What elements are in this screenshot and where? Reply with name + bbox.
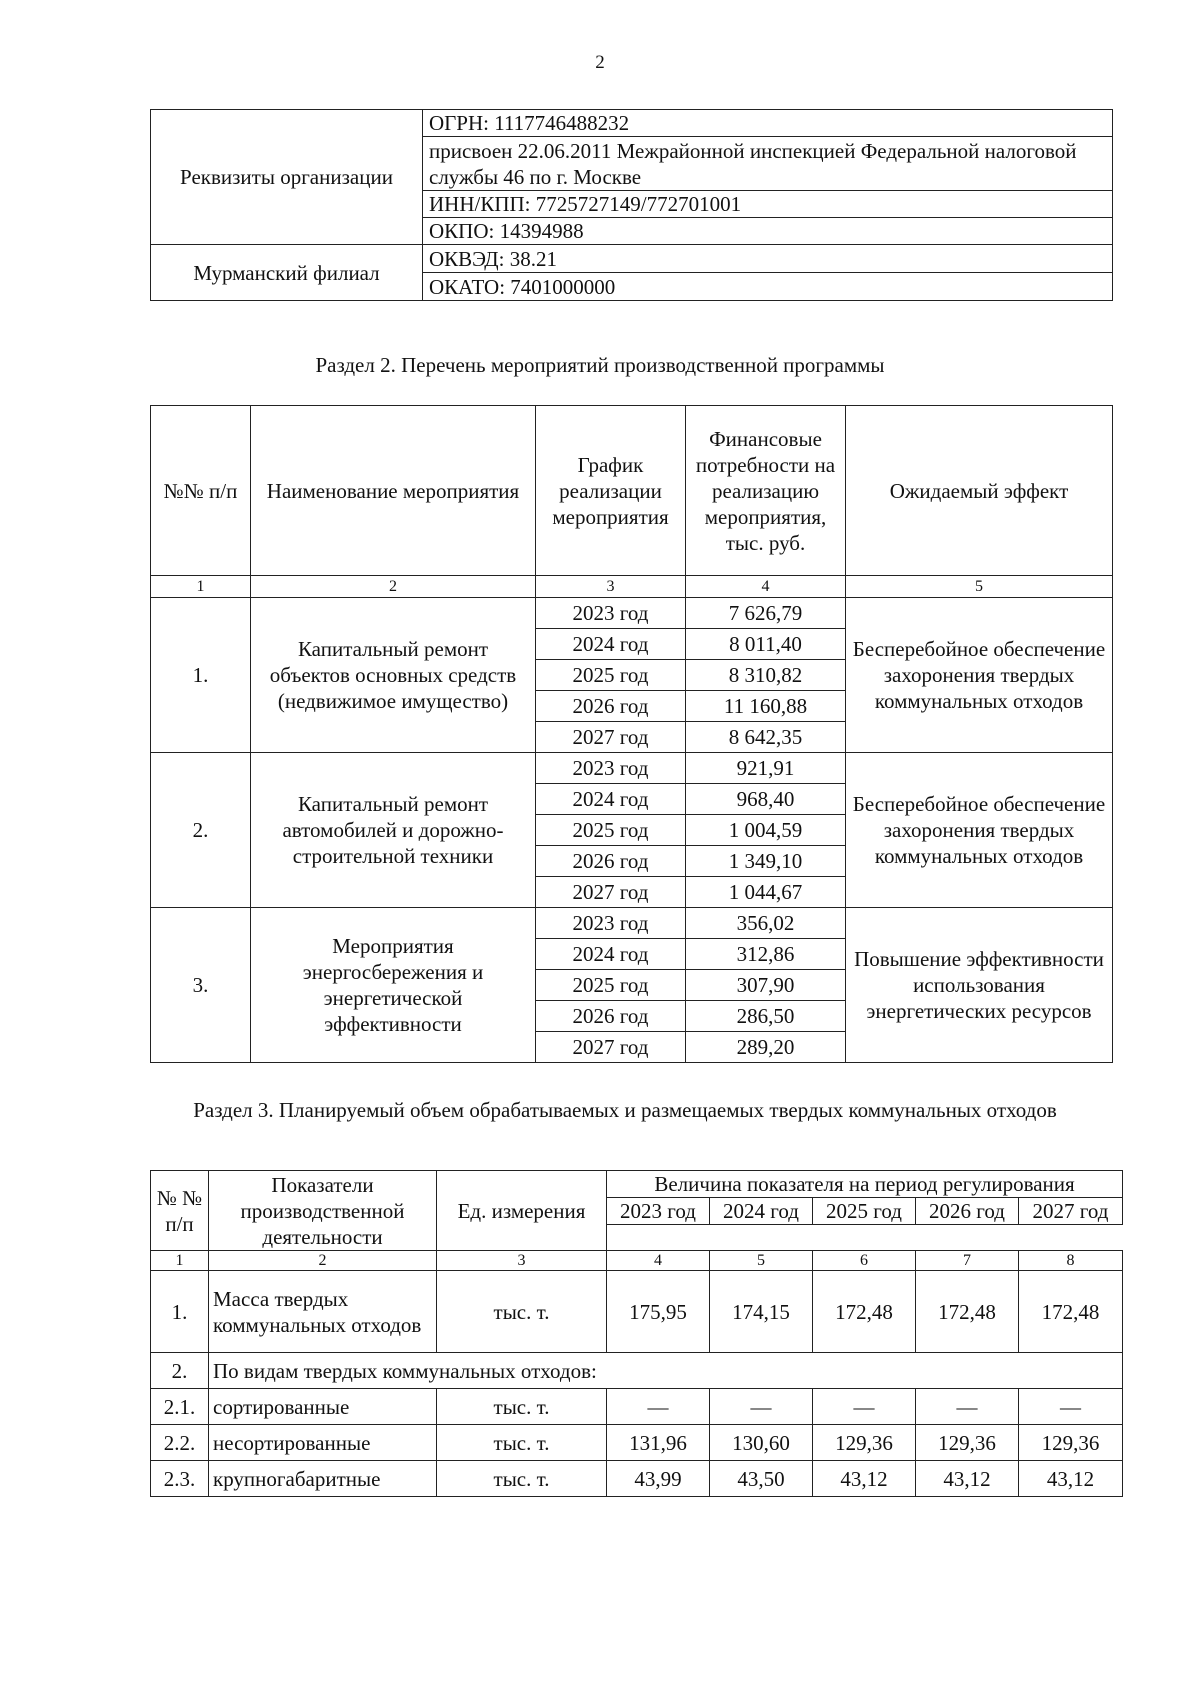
inn-kpp: ИНН/КПП: 7725727149/772701001 bbox=[423, 191, 1113, 218]
finance-value: 968,40 bbox=[686, 784, 846, 815]
header-name: Наименование мероприятия bbox=[251, 406, 536, 576]
finance-value: 7 626,79 bbox=[686, 598, 846, 629]
requisites-table bbox=[150, 109, 1113, 301]
col-number: 1 bbox=[151, 576, 251, 598]
value: 129,36 bbox=[813, 1425, 916, 1461]
requisites-label-org: Реквизиты организации bbox=[151, 110, 423, 245]
unit: тыс. т. bbox=[437, 1425, 607, 1461]
value: — bbox=[1019, 1389, 1123, 1425]
schedule-year: 2026 год bbox=[536, 691, 686, 722]
finance-value: 286,50 bbox=[686, 1001, 846, 1032]
okved: ОКВЭД: 38.21 bbox=[423, 245, 1113, 273]
header-year: 2026 год bbox=[916, 1198, 1019, 1225]
col-number: 2 bbox=[251, 576, 536, 598]
row-num: 2.2. bbox=[151, 1425, 209, 1461]
header-year: 2025 год bbox=[813, 1198, 916, 1225]
ogrn: ОГРН: 1117746488232 bbox=[423, 110, 1113, 137]
col-number: 7 bbox=[916, 1251, 1019, 1271]
col-number: 5 bbox=[710, 1251, 813, 1271]
unit: тыс. т. bbox=[437, 1389, 607, 1425]
col-number: 4 bbox=[607, 1251, 710, 1271]
value: 130,60 bbox=[710, 1425, 813, 1461]
schedule-year: 2025 год bbox=[536, 815, 686, 846]
header-schedule: График реализации мероприятия bbox=[536, 406, 686, 576]
schedule-year: 2027 год bbox=[536, 1032, 686, 1063]
value: 43,50 bbox=[710, 1461, 813, 1497]
unit: тыс. т. bbox=[437, 1271, 607, 1353]
value: 172,48 bbox=[1019, 1271, 1123, 1353]
col-number: 8 bbox=[1019, 1251, 1123, 1271]
col-number: 1 bbox=[151, 1251, 209, 1271]
row-num: 2.1. bbox=[151, 1389, 209, 1425]
header-num: №№ п/п bbox=[151, 406, 251, 576]
schedule-year: 2025 год bbox=[536, 660, 686, 691]
value: 175,95 bbox=[607, 1271, 710, 1353]
value: 172,48 bbox=[916, 1271, 1019, 1353]
value: 174,15 bbox=[710, 1271, 813, 1353]
schedule-year: 2026 год bbox=[536, 846, 686, 877]
row-num: 2. bbox=[151, 1353, 209, 1389]
row-num: 3. bbox=[151, 908, 251, 1063]
header-year: 2027 год bbox=[1019, 1198, 1123, 1225]
okpo: ОКПО: 14394988 bbox=[423, 218, 1113, 245]
value: 43,12 bbox=[916, 1461, 1019, 1497]
indicator-name: Масса твердых коммунальных отходов bbox=[209, 1271, 437, 1353]
schedule-year: 2026 год bbox=[536, 1001, 686, 1032]
value: — bbox=[710, 1389, 813, 1425]
header-year: 2023 год bbox=[607, 1198, 710, 1225]
finance-value: 8 310,82 bbox=[686, 660, 846, 691]
row-num: 2.3. bbox=[151, 1461, 209, 1497]
finance-value: 1 349,10 bbox=[686, 846, 846, 877]
col-number: 2 bbox=[209, 1251, 437, 1271]
finance-value: 307,90 bbox=[686, 970, 846, 1001]
value: 131,96 bbox=[607, 1425, 710, 1461]
page-number: 2 bbox=[595, 52, 605, 73]
col-number: 4 bbox=[686, 576, 846, 598]
finance-value: 312,86 bbox=[686, 939, 846, 970]
value: 129,36 bbox=[916, 1425, 1019, 1461]
header-indicator: Показатели производственной деятельности bbox=[209, 1171, 437, 1251]
schedule-year: 2023 год bbox=[536, 753, 686, 784]
schedule-year: 2025 год bbox=[536, 970, 686, 1001]
expected-effect: Повышение эффективности использования энергетических ресурсов bbox=[846, 908, 1113, 1063]
finance-value: 356,02 bbox=[686, 908, 846, 939]
finance-value: 921,91 bbox=[686, 753, 846, 784]
value: 172,48 bbox=[813, 1271, 916, 1353]
value: 43,12 bbox=[1019, 1461, 1123, 1497]
value: 43,12 bbox=[813, 1461, 916, 1497]
finance-value: 8 011,40 bbox=[686, 629, 846, 660]
schedule-year: 2023 год bbox=[536, 908, 686, 939]
schedule-year: 2023 год bbox=[536, 598, 686, 629]
schedule-year: 2027 год bbox=[536, 877, 686, 908]
finance-value: 1 004,59 bbox=[686, 815, 846, 846]
value: — bbox=[813, 1389, 916, 1425]
measure-name: Капитальный ремонт объектов основных средств (недвижимое имущество) bbox=[251, 598, 536, 753]
header-unit: Ед. измерения bbox=[437, 1171, 607, 1251]
volumes-table bbox=[150, 1170, 1123, 1497]
measures-table bbox=[150, 405, 1113, 1063]
row-num: 1. bbox=[151, 598, 251, 753]
header-year: 2024 год bbox=[710, 1198, 813, 1225]
finance-value: 289,20 bbox=[686, 1032, 846, 1063]
finance-value: 8 642,35 bbox=[686, 722, 846, 753]
unit: тыс. т. bbox=[437, 1461, 607, 1497]
expected-effect: Бесперебойное обеспечение захоронения твердых коммунальных отходов bbox=[846, 598, 1113, 753]
expected-effect: Бесперебойное обеспечение захоронения твердых коммунальных отходов bbox=[846, 753, 1113, 908]
value: — bbox=[607, 1389, 710, 1425]
indicator-name: крупногабаритные bbox=[209, 1461, 437, 1497]
col-number: 5 bbox=[846, 576, 1113, 598]
finance-value: 1 044,67 bbox=[686, 877, 846, 908]
row-num: 2. bbox=[151, 753, 251, 908]
measure-name: Мероприятия энергосбережения и энергетической эффективности bbox=[251, 908, 536, 1063]
schedule-year: 2024 год bbox=[536, 939, 686, 970]
okato: ОКАТО: 7401000000 bbox=[423, 273, 1113, 301]
indicator-name: несортированные bbox=[209, 1425, 437, 1461]
section3-title: Раздел 3. Планируемый объем обрабатываемых и размещаемых твердых коммунальных отходов bbox=[193, 1098, 1057, 1122]
value: 43,99 bbox=[607, 1461, 710, 1497]
schedule-year: 2027 год bbox=[536, 722, 686, 753]
schedule-year: 2024 год bbox=[536, 629, 686, 660]
header-effect: Ожидаемый эффект bbox=[846, 406, 1113, 576]
col-number: 3 bbox=[536, 576, 686, 598]
header-num: № № п/п bbox=[151, 1171, 209, 1251]
measure-name: Капитальный ремонт автомобилей и дорожно-строительной техники bbox=[251, 753, 536, 908]
indicator-name: сортированные bbox=[209, 1389, 437, 1425]
header-period: Величина показателя на период регулирования bbox=[607, 1171, 1123, 1198]
finance-value: 11 160,88 bbox=[686, 691, 846, 722]
header-finance: Финансовые потребности на реализацию мероприятия, тыс. руб. bbox=[686, 406, 846, 576]
value: — bbox=[916, 1389, 1019, 1425]
assigned-by: присвоен 22.06.2011 Межрайонной инспекцией Федеральной налоговой службы 46 по г. Москве bbox=[423, 137, 1113, 191]
requisites-label-branch: Мурманский филиал bbox=[151, 245, 423, 301]
col-number: 3 bbox=[437, 1251, 607, 1271]
row-num: 1. bbox=[151, 1271, 209, 1353]
value: 129,36 bbox=[1019, 1425, 1123, 1461]
col-number: 6 bbox=[813, 1251, 916, 1271]
schedule-year: 2024 год bbox=[536, 784, 686, 815]
subheader-text: По видам твердых коммунальных отходов: bbox=[209, 1353, 1123, 1389]
section2-title: Раздел 2. Перечень мероприятий производственной программы bbox=[315, 353, 885, 377]
